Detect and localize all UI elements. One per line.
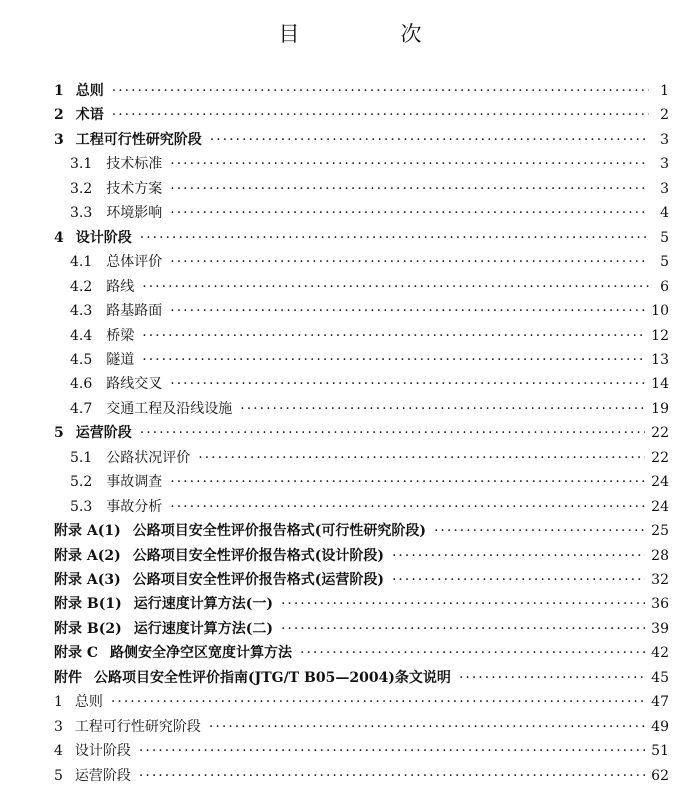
toc-page-number: 6 (660, 278, 669, 295)
toc-leader-dots (210, 131, 649, 149)
toc-entry-label (70, 375, 162, 393)
toc-entry (54, 638, 669, 662)
toc-page-number: 42 (651, 645, 669, 662)
toc-leader-dots (142, 351, 645, 369)
toc-entry (70, 321, 669, 345)
toc-entry (54, 223, 669, 247)
toc-entry-label (54, 229, 132, 247)
toc-entry (70, 174, 669, 198)
toc-entry-label (54, 424, 132, 442)
toc-entry-label (70, 278, 134, 296)
toc-entry-text: 工程可行性研究阶段 (75, 131, 202, 148)
toc-entry-text: 总则 (74, 694, 103, 711)
toc-entry-label (54, 522, 426, 540)
toc-entry-number: 附录 A(3) (54, 572, 121, 588)
toc-entry-number: 附录 B(2) (54, 620, 122, 637)
toc-page-number: 24 (651, 474, 669, 491)
toc-entry-label (54, 742, 131, 760)
toc-entry (54, 565, 669, 589)
toc-entry-number: 附录 A(1) (54, 523, 121, 540)
toc-leader-dots (111, 693, 645, 711)
toc-entry-number: 3 (54, 131, 64, 148)
toc-entry-text: 公路项目安全性评价报告格式(设计阶段) (132, 547, 384, 564)
toc-entry-label (70, 327, 134, 345)
toc-entry (54, 418, 669, 442)
toc-leader-dots (139, 767, 645, 785)
toc-entry-label (70, 204, 162, 222)
toc-entry (54, 614, 669, 638)
toc-entry (54, 761, 669, 785)
toc-entry (70, 149, 669, 173)
toc-entry-text: 交通工程及沿线设施 (106, 400, 233, 417)
toc-entry-text: 工程可行性研究阶段 (74, 718, 201, 735)
toc-entry-label (54, 644, 292, 662)
toc-entry (70, 467, 669, 491)
toc-entry-label (54, 620, 273, 638)
toc-leader-dots (240, 400, 645, 418)
toc-entry-text: 术语 (75, 107, 104, 124)
toc-page-number: 22 (651, 449, 669, 466)
toc-entry-text: 环境影响 (106, 205, 163, 222)
toc-entry-text: 公路项目安全性评价报告格式(可行性研究阶段) (132, 523, 426, 540)
toc-entry-number: 3 (54, 718, 63, 735)
toc-page-number: 5 (660, 229, 669, 246)
toc-page-number: 39 (651, 620, 669, 637)
toc-leader-dots (459, 669, 645, 687)
toc-entry-number: 4.7 (70, 400, 93, 417)
toc-entry-text: 事故分析 (106, 498, 163, 515)
toc-entry-label (70, 155, 162, 173)
toc-page-number: 49 (651, 718, 669, 735)
toc-entry (54, 541, 669, 565)
toc-entry-number: 4.2 (70, 278, 93, 295)
toc-entry-number: 5.3 (70, 498, 93, 515)
toc-page-number: 62 (651, 767, 669, 784)
toc-entry-number: 4.1 (70, 254, 93, 271)
toc-entry (54, 589, 669, 613)
toc-entry-text: 运营阶段 (75, 425, 132, 442)
toc-page-number: 51 (651, 743, 669, 760)
toc-leader-dots (170, 155, 649, 173)
toc-page-number: 19 (651, 400, 669, 417)
toc-leader-dots (142, 327, 645, 345)
toc-entry-number: 附件 (54, 669, 82, 686)
page-title: 目 次 (278, 22, 462, 47)
toc-entry-label (70, 351, 134, 369)
toc-page-number: 3 (660, 180, 669, 197)
toc-entry-text: 公路状况评价 (106, 449, 191, 466)
toc-leader-dots (392, 571, 645, 589)
toc-leader-dots (434, 522, 645, 540)
toc-leader-dots (392, 547, 645, 565)
toc-entry-number: 3.3 (70, 205, 93, 222)
toc-page-number: 4 (660, 205, 669, 222)
toc-entry-label (54, 571, 384, 589)
toc-entry-text: 事故调查 (106, 474, 163, 491)
toc-leader-dots (142, 278, 649, 296)
toc-entry-text: 运营阶段 (74, 767, 131, 784)
toc-leader-dots (139, 742, 645, 760)
toc-entry-text: 总体评价 (106, 254, 163, 271)
toc-entry-number: 附录 C (54, 645, 99, 662)
toc-entry-text: 桥梁 (106, 327, 135, 344)
toc-entry-text: 公路项目安全性评价报告格式(运营阶段) (132, 572, 384, 588)
toc-entry-number: 5.1 (70, 449, 93, 466)
toc-page-number: 45 (651, 669, 669, 686)
toc-leader-dots (170, 302, 645, 320)
toc-entry (54, 736, 669, 760)
toc-leader-dots (170, 180, 649, 198)
toc-entry-number: 5 (54, 767, 63, 784)
toc-page-number: 3 (660, 131, 669, 148)
toc-leader-dots (112, 106, 649, 124)
toc-entry-number: 1 (54, 694, 63, 711)
toc-entry-label (54, 693, 103, 711)
toc-entry (70, 296, 669, 320)
toc-entry-number: 4.4 (70, 327, 93, 344)
toc-entry-number: 4.3 (70, 303, 93, 320)
toc-entry-text: 路线 (106, 278, 135, 295)
toc-entry-text: 路基路面 (106, 303, 163, 320)
toc-page-number: 2 (660, 107, 669, 124)
toc-entry-text: 总则 (75, 83, 104, 99)
toc-page-number: 10 (651, 303, 669, 320)
toc-entry-text: 技术标准 (106, 156, 163, 173)
toc-page-number: 12 (651, 327, 669, 344)
toc-leader-dots (300, 644, 645, 662)
toc-entry-number: 3.2 (70, 180, 93, 197)
toc-entry-number: 2 (54, 107, 64, 124)
toc-leader-dots (140, 229, 649, 247)
toc-entry-label (54, 82, 104, 100)
toc-leader-dots (209, 718, 645, 736)
toc-entry-text: 公路项目安全性评价指南(JTG/T B05—2004)条文说明 (94, 669, 451, 686)
toc-entry-number: 附录 B(1) (54, 596, 122, 613)
toc-entry-text: 技术方案 (106, 180, 163, 197)
toc-entry-label (70, 449, 190, 467)
toc-entry-label (70, 253, 162, 271)
toc-entry-number: 4 (54, 229, 64, 246)
toc-entry (70, 345, 669, 369)
toc-entry-label (70, 473, 162, 491)
toc-entry-number: 4 (54, 743, 63, 760)
toc-entry-label (54, 669, 451, 687)
toc-entry-label (54, 131, 202, 149)
toc-entry-label (70, 400, 232, 418)
toc-leader-dots (170, 473, 645, 491)
toc-entry-label (54, 547, 384, 565)
toc-entry-label (54, 595, 273, 613)
toc-entry (54, 687, 669, 711)
toc-entry (54, 125, 669, 149)
toc-entry (70, 492, 669, 516)
toc-page-number: 28 (651, 547, 669, 564)
toc-leader-dots (170, 253, 649, 271)
toc-entry (54, 76, 669, 100)
toc-entry-number: 3.1 (70, 156, 93, 173)
toc-entry (70, 394, 669, 418)
toc-leader-dots (112, 82, 649, 100)
toc-entry (70, 198, 669, 222)
toc-leader-dots (170, 204, 649, 222)
toc-leader-dots (281, 595, 645, 613)
toc-page-number: 22 (651, 425, 669, 442)
toc-entry-label (70, 180, 162, 198)
toc-page-number: 13 (651, 351, 669, 368)
toc-leader-dots (281, 620, 645, 638)
toc-entry-text: 路侧安全净空区宽度计算方法 (110, 645, 293, 662)
toc-entry (54, 663, 669, 687)
toc-entry-label (54, 718, 201, 736)
toc-entry-label (70, 302, 162, 320)
toc-page-number: 1 (660, 83, 669, 99)
toc-entry (70, 369, 669, 393)
toc-entry-number: 5.2 (70, 474, 93, 491)
toc-entry-number: 5 (54, 425, 64, 442)
toc-entry-number: 1 (54, 83, 64, 99)
toc-entry-text: 运行速度计算方法(一) (133, 596, 273, 613)
toc-entry-text: 设计阶段 (75, 229, 132, 246)
toc-page-number: 36 (651, 596, 669, 613)
toc-page-number: 14 (651, 376, 669, 393)
toc-entry (70, 247, 669, 271)
toc-page-number: 24 (651, 498, 669, 515)
toc-entry (54, 516, 669, 540)
toc-leader-dots (198, 449, 645, 467)
toc-entry-number: 4.6 (70, 376, 93, 393)
toc-leader-dots (140, 424, 645, 442)
toc-leader-dots (170, 498, 645, 516)
toc-entry (70, 272, 669, 296)
toc-entry (54, 100, 669, 124)
toc-page-number: 32 (651, 572, 669, 588)
toc-page-number: 25 (651, 523, 669, 540)
toc-entry (70, 443, 669, 467)
toc-entry-text: 路线交叉 (106, 376, 163, 393)
toc-page-number: 47 (651, 694, 669, 711)
toc-entry-number: 4.5 (70, 351, 93, 368)
toc-entry-label (54, 767, 131, 785)
toc-entry-text: 运行速度计算方法(二) (133, 620, 273, 637)
toc-entry-number: 附录 A(2) (54, 547, 121, 564)
toc-entry (54, 712, 669, 736)
toc-entry-text: 隧道 (106, 351, 135, 368)
toc-entry-label (54, 106, 104, 124)
toc-page-number: 3 (660, 156, 669, 173)
toc-leader-dots (170, 375, 645, 393)
toc-entry-label (70, 498, 162, 516)
toc-page-number: 5 (660, 254, 669, 271)
toc-entry-text: 设计阶段 (74, 743, 131, 760)
